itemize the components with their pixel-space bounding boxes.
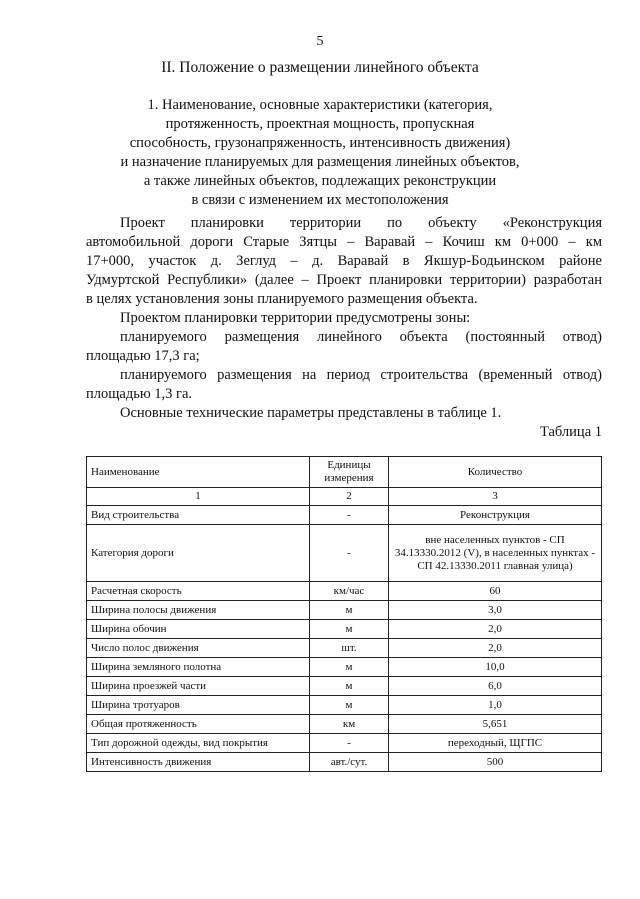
paragraph-line: Основные технические параметры представлены в таблице 1. xyxy=(120,405,502,421)
table-row xyxy=(87,734,602,753)
cell-name: Общая протяженность xyxy=(87,715,310,734)
cell-name: Ширина обочин xyxy=(87,620,310,639)
table-caption: Таблица 1 xyxy=(539,424,602,440)
table-header-row xyxy=(87,457,602,488)
cell-quantity: 6,0 xyxy=(389,677,602,696)
paragraph-temporary-allotment xyxy=(86,366,602,404)
paragraph-table-reference xyxy=(86,404,602,423)
cell-name: Ширина земляного полотна xyxy=(87,658,310,677)
cell-units: м xyxy=(310,620,389,639)
cell-quantity: 5,651 xyxy=(389,715,602,734)
table-row xyxy=(87,525,602,582)
cell-name: Вид строительства xyxy=(87,506,310,525)
section-title: II. Положение о размещении линейного объекта xyxy=(161,59,479,76)
cell-units: авт./сут. xyxy=(310,753,389,772)
cell-units: шт. xyxy=(310,639,389,658)
subsection-heading xyxy=(0,96,640,210)
column-number: 3 xyxy=(389,488,602,506)
subsection-line: способность, грузонапряженность, интенсивность движения) xyxy=(129,135,511,151)
table-row xyxy=(87,601,602,620)
cell-units: - xyxy=(310,525,389,582)
cell-quantity: 2,0 xyxy=(389,620,602,639)
table-row xyxy=(87,639,602,658)
subsection-line: а также линейных объектов, подлежащих реконструкции xyxy=(143,173,497,189)
column-number: 2 xyxy=(310,488,389,506)
cell-quantity: 60 xyxy=(389,582,602,601)
cell-units: - xyxy=(310,506,389,525)
table-row xyxy=(87,620,602,639)
table-row xyxy=(87,582,602,601)
cell-name: Ширина тротуаров xyxy=(87,696,310,715)
paragraph-line: в целях установления зоны планируемого размещения объекта. xyxy=(86,291,478,307)
cell-units: км/час xyxy=(310,582,389,601)
paragraph-line: площадью 1,3 га. xyxy=(86,386,193,402)
cell-name: Тип дорожной одежды, вид покрытия xyxy=(87,734,310,753)
paragraph-line: Удмуртской Республики» (далее – Проект планировки территории) разработан xyxy=(86,272,602,288)
cell-name: Интенсивность движения xyxy=(87,753,310,772)
table-row xyxy=(87,506,602,525)
cell-name: Расчетная скорость xyxy=(87,582,310,601)
cell-quantity: переходный, ЩГПС xyxy=(389,734,602,753)
body-text xyxy=(86,214,602,423)
paragraph-line: площадью 17,3 га; xyxy=(86,348,200,364)
cell-name: Ширина проезжей части xyxy=(87,677,310,696)
table-row xyxy=(87,658,602,677)
cell-name: Категория дороги xyxy=(87,525,310,582)
header-quantity: Количество xyxy=(389,457,602,488)
paragraph-permanent-allotment xyxy=(86,328,602,366)
table-row xyxy=(87,715,602,734)
paragraph-line: Проектом планировки территории предусмотрены зоны: xyxy=(120,310,471,326)
page-number: 5 xyxy=(316,34,324,49)
cell-quantity: 1,0 xyxy=(389,696,602,715)
cell-quantity: вне населенных пунктов - СП 34.13330.2012 (V), в населенных пунктах - СП 42.13330.2011 главная улица) xyxy=(389,525,602,582)
paragraph-line: Проект планировки территории по объекту «Реконструкция xyxy=(120,215,602,231)
subsection-line: протяженность, проектная мощность, пропускная xyxy=(165,116,475,132)
cell-quantity: Реконструкция xyxy=(389,506,602,525)
cell-units: м xyxy=(310,696,389,715)
cell-units: м xyxy=(310,601,389,620)
paragraph-line: планируемого размещения линейного объекта (постоянный отвод) xyxy=(120,329,602,345)
subsection-line: в связи с изменением их местоположения xyxy=(191,192,449,208)
paragraph-zones xyxy=(86,309,602,328)
cell-units: м xyxy=(310,658,389,677)
parameters-table xyxy=(86,456,602,772)
cell-quantity: 3,0 xyxy=(389,601,602,620)
paragraph-project-intro xyxy=(86,214,602,309)
table-row xyxy=(87,677,602,696)
cell-name: Число полос движения xyxy=(87,639,310,658)
paragraph-line: 17+000, участок д. Зеглуд – д. Варавай в Якшур-Бодьинском районе xyxy=(86,253,602,269)
paragraph-line: автомобильной дороги Старые Зятцы – Варавай – Кочиш км 0+000 – км xyxy=(86,234,602,250)
cell-units: - xyxy=(310,734,389,753)
cell-quantity: 500 xyxy=(389,753,602,772)
table-row xyxy=(87,753,602,772)
table-column-number-row xyxy=(87,488,602,506)
cell-units: км xyxy=(310,715,389,734)
paragraph-line: планируемого размещения на период строительства (временный отвод) xyxy=(120,367,602,383)
header-units: Единицы измерения xyxy=(310,457,389,488)
header-name: Наименование xyxy=(87,457,310,488)
cell-name: Ширина полосы движения xyxy=(87,601,310,620)
cell-units: м xyxy=(310,677,389,696)
cell-quantity: 2,0 xyxy=(389,639,602,658)
subsection-line: 1. Наименование, основные характеристики (категория, xyxy=(147,97,493,113)
cell-quantity: 10,0 xyxy=(389,658,602,677)
column-number: 1 xyxy=(87,488,310,506)
subsection-line: и назначение планируемых для размещения линейных объектов, xyxy=(120,154,520,170)
table-row xyxy=(87,696,602,715)
